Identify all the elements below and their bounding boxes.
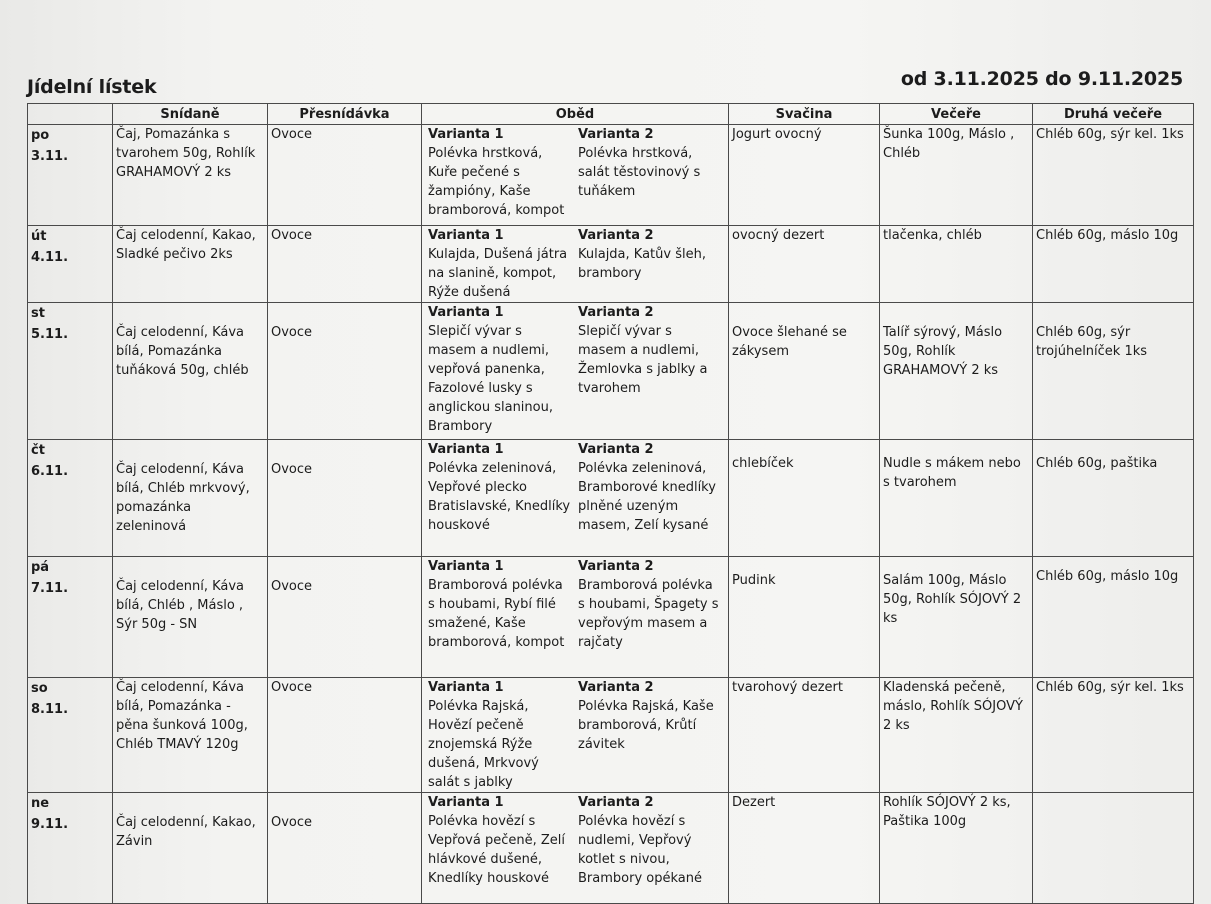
lunch-cell [422,125,729,226]
variant-text: Kulajda, Katův šleh, brambory [578,247,706,281]
variant-name: Varianta 2 [578,559,654,574]
snack-am-cell: Ovoce [268,226,422,303]
second-dinner-cell: Chléb 60g, máslo 10g [1033,557,1194,678]
lunch-variant-1 [425,226,575,302]
day-cell [28,678,113,793]
lunch-variant-1 [425,557,575,652]
variant-name: Varianta 2 [578,442,654,457]
second-dinner-cell: Chléb 60g, paštika [1033,440,1194,557]
day-row [28,557,1194,678]
variant-text: Slepičí vývar s masem a nudlemi, Žemlovka s jablky a tvarohem [578,324,708,396]
variant-text: Polévka hrstková, Kuře pečené s žampióny, Kaše bramborová, kompot [428,146,565,218]
day-name: st [31,306,45,321]
day-name: čt [31,443,45,458]
day-date: 8.11. [31,702,69,717]
day-row [28,678,1194,793]
header-dinner: Večeře [880,104,1033,125]
variant-text: Kulajda, Dušená játra na slanině, kompot, Rýže dušená [428,247,568,300]
header-lunch: Oběd [422,104,729,125]
snack-pm-cell: Ovoce šlehané se zákysem [729,303,880,440]
lunch-cell [422,793,729,904]
variant-name: Varianta 1 [428,442,504,457]
header-snack-am: Přesnídávka [268,104,422,125]
variant-name: Varianta 1 [428,127,504,142]
snack-pm-cell: ovocný dezert [729,226,880,303]
date-range: od 3.11.2025 do 9.11.2025 [900,68,1183,90]
snack-pm-cell: Jogurt ovocný [729,125,880,226]
day-row [28,226,1194,303]
day-row [28,125,1194,226]
snack-am-cell: Ovoce [268,793,422,904]
day-row [28,793,1194,904]
lunch-cell [422,678,729,793]
day-name: po [31,128,50,143]
day-cell [28,226,113,303]
header-second-dinner: Druhá večeře [1033,104,1194,125]
day-name: so [31,681,48,696]
header-snack-pm: Svačina [729,104,880,125]
lunch-variant-2 [575,440,725,535]
lunch-variant-2 [575,678,725,792]
snack-pm-cell: tvarohový dezert [729,678,880,793]
variant-name: Varianta 2 [578,228,654,243]
lunch-cell [422,557,729,678]
day-name: ne [31,796,50,811]
second-dinner-cell: Chléb 60g, máslo 10g [1033,226,1194,303]
second-dinner-cell: Chléb 60g, sýr kel. 1ks [1033,678,1194,793]
day-cell [28,125,113,226]
menu-body [28,125,1194,904]
snack-am-cell: Ovoce [268,440,422,557]
day-date: 4.11. [31,250,69,265]
snack-pm-cell: Dezert [729,793,880,904]
lunch-variant-1 [425,678,575,792]
day-name: pá [31,560,50,575]
dinner-cell: Talíř sýrový, Máslo 50g, Rohlík GRAHAMOVÝ 2 ks [880,303,1033,440]
lunch-variant-1 [425,303,575,436]
variant-text: Bramborová polévka s houbami, Špagety s vepřovým masem a rajčaty [578,578,719,650]
variant-text: Polévka hovězí s nudlemi, Vepřový kotlet s nivou, Brambory opékané [578,814,702,886]
breakfast-cell: Čaj celodenní, Káva bílá, Chléb mrkvový, pomazánka zeleninová [113,440,268,557]
lunch-variant-2 [575,125,725,220]
day-name: út [31,229,47,244]
variant-text: Polévka Rajská, Kaše bramborová, Krůtí závitek [578,699,714,752]
lunch-variant-1 [425,125,575,220]
variant-name: Varianta 1 [428,228,504,243]
variant-text: Polévka hovězí s Vepřová pečeně, Zelí hlávkové dušené, Knedlíky houskové [428,814,565,886]
breakfast-cell: Čaj, Pomazánka s tvarohem 50g, Rohlík GRAHAMOVÝ 2 ks [113,125,268,226]
breakfast-cell: Čaj celodenní, Kakao, Sladké pečivo 2ks [113,226,268,303]
variant-text: Polévka zeleninová, Vepřové plecko Bratislavské, Knedlíky houskové [428,461,571,533]
breakfast-cell: Čaj celodenní, Káva bílá, Pomazánka - pěna šunková 100g, Chléb TMAVÝ 120g [113,678,268,793]
variant-text: Polévka Rajská, Hovězí pečeně znojemská Rýže dušená, Mrkvový salát s jablky [428,699,539,790]
variant-text: Polévka zeleninová, Bramborové knedlíky plněné uzeným masem, Zelí kysané [578,461,716,533]
day-row [28,440,1194,557]
day-cell [28,303,113,440]
variant-text: Polévka hrstková, salát těstovinový s tuňákem [578,146,701,199]
day-date: 6.11. [31,464,69,479]
lunch-variant-1 [425,793,575,888]
dinner-cell: Nudle s mákem nebo s tvarohem [880,440,1033,557]
breakfast-cell: Čaj celodenní, Kakao, Závin [113,793,268,904]
dinner-cell: Šunka 100g, Máslo , Chléb [880,125,1033,226]
day-date: 5.11. [31,327,69,342]
lunch-cell [422,440,729,557]
lunch-cell [422,303,729,440]
day-date: 7.11. [31,581,69,596]
variant-name: Varianta 1 [428,559,504,574]
lunch-variant-1 [425,440,575,535]
snack-am-cell: Ovoce [268,557,422,678]
lunch-variant-2 [575,226,725,302]
second-dinner-cell: Chléb 60g, sýr kel. 1ks [1033,125,1194,226]
dinner-cell: tlačenka, chléb [880,226,1033,303]
snack-pm-cell: chlebíček [729,440,880,557]
variant-name: Varianta 1 [428,795,504,810]
snack-pm-cell: Pudink [729,557,880,678]
variant-name: Varianta 2 [578,680,654,695]
second-dinner-cell [1033,793,1194,904]
dinner-cell: Rohlík SÓJOVÝ 2 ks, Paštika 100g [880,793,1033,904]
variant-text: Bramborová polévka s houbami, Rybí filé smažené, Kaše bramborová, kompot [428,578,565,650]
dinner-cell: Kladenská pečeně, máslo, Rohlík SÓJOVÝ 2 ks [880,678,1033,793]
variant-name: Varianta 1 [428,680,504,695]
day-date: 3.11. [31,149,69,164]
variant-name: Varianta 2 [578,305,654,320]
breakfast-cell: Čaj celodenní, Káva bílá, Pomazánka tuňáková 50g, chléb [113,303,268,440]
snack-am-cell: Ovoce [268,125,422,226]
menu-table [27,103,1194,904]
header-day [28,104,113,125]
day-row [28,303,1194,440]
variant-text: Slepičí vývar s masem a nudlemi, vepřová panenka, Fazolové lusky s anglickou slaninou, Brambory [428,324,553,434]
day-date: 9.11. [31,817,69,832]
lunch-variant-2 [575,793,725,888]
breakfast-cell: Čaj celodenní, Káva bílá, Chléb , Máslo , Sýr 50g - SN [113,557,268,678]
second-dinner-cell: Chléb 60g, sýr trojúhelníček 1ks [1033,303,1194,440]
snack-am-cell: Ovoce [268,678,422,793]
day-cell [28,557,113,678]
day-cell [28,793,113,904]
lunch-variant-2 [575,303,725,436]
day-cell [28,440,113,557]
lunch-cell [422,226,729,303]
header-row [28,104,1194,125]
variant-name: Varianta 1 [428,305,504,320]
variant-name: Varianta 2 [578,795,654,810]
snack-am-cell: Ovoce [268,303,422,440]
page-title: Jídelní lístek [27,76,157,98]
lunch-variant-2 [575,557,725,652]
header-breakfast: Snídaně [113,104,268,125]
dinner-cell: Salám 100g, Máslo 50g, Rohlík SÓJOVÝ 2 ks [880,557,1033,678]
variant-name: Varianta 2 [578,127,654,142]
